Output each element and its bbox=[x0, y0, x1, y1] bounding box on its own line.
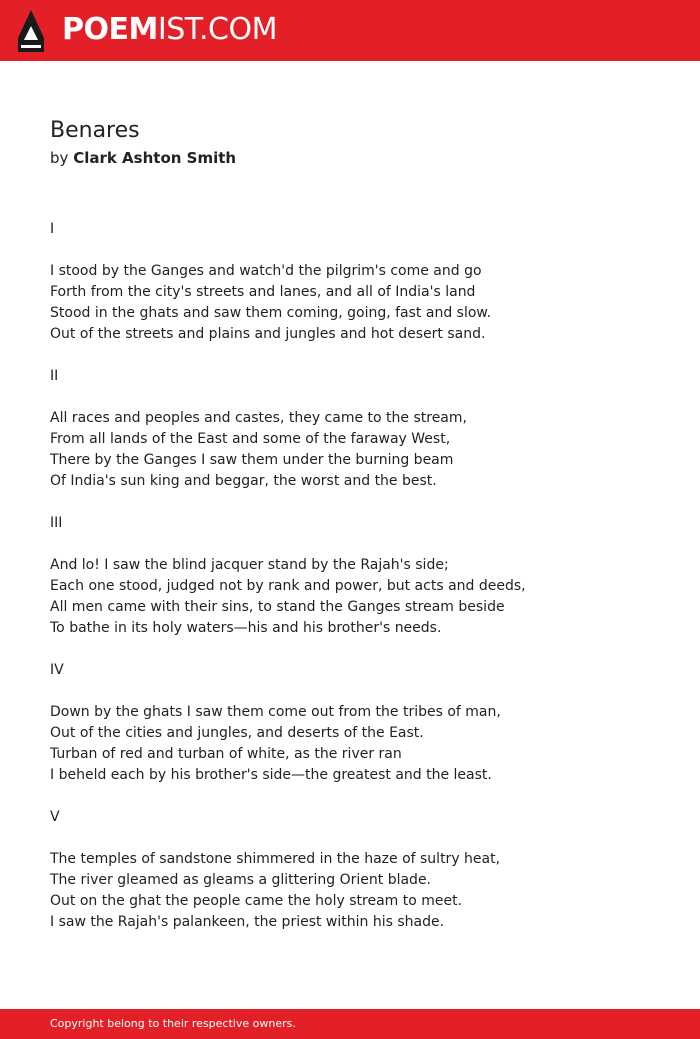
site-header bbox=[0, 0, 700, 61]
poem-line: All races and peoples and castes, they came to the stream, bbox=[50, 410, 467, 426]
poem-line: From all lands of the East and some of the faraway West, bbox=[50, 431, 451, 447]
poem-line: Of India's sun king and beggar, the worst and the best. bbox=[50, 473, 437, 489]
poem-line: Stood in the ghats and saw them coming, going, fast and slow. bbox=[50, 305, 492, 321]
site-footer bbox=[0, 1009, 700, 1039]
copyright-text: Copyright belong to their respective owners. bbox=[50, 1017, 296, 1030]
poem-line: And lo! I saw the blind jacquer stand by the Rajah's side; bbox=[50, 557, 449, 573]
poem-line: Out of the streets and plains and jungles and hot desert sand. bbox=[50, 326, 486, 342]
poem-line: Forth from the city's streets and lanes, and all of India's land bbox=[50, 284, 476, 300]
poem-line: Turban of red and turban of white, as the river ran bbox=[50, 746, 402, 762]
poem-line: The river gleamed as gleams a glittering Orient blade. bbox=[50, 872, 432, 888]
by-label: by bbox=[50, 149, 69, 167]
poem-line: I beheld each by his brother's side—the greatest and the least. bbox=[50, 767, 492, 783]
pencil-tip-icon[interactable] bbox=[18, 10, 44, 52]
poem-title: Benares bbox=[50, 118, 140, 143]
logo-bold-text: POEM bbox=[62, 12, 158, 47]
poem-line: I saw the Rajah's palankeen, the priest within his shade. bbox=[50, 914, 445, 930]
poem-line: Out of the cities and jungles, and deserts of the East. bbox=[50, 725, 424, 741]
poem-line: I stood by the Ganges and watch'd the pilgrim's come and go bbox=[50, 263, 482, 279]
stanza-number: I bbox=[50, 221, 55, 237]
stanza bbox=[50, 408, 650, 492]
stanza bbox=[50, 849, 650, 933]
logo-light-text: IST.COM bbox=[157, 12, 277, 47]
poem-line: All men came with their sins, to stand the Ganges stream beside bbox=[50, 599, 505, 615]
stanza bbox=[50, 555, 650, 639]
poem-line: Down by the ghats I saw them come out from the tribes of man, bbox=[50, 704, 501, 720]
site-logo[interactable] bbox=[62, 10, 277, 50]
stanza bbox=[50, 261, 650, 345]
stanza-number: V bbox=[50, 809, 60, 825]
poem-author: Clark Ashton Smith bbox=[73, 149, 237, 167]
poem-heading bbox=[50, 115, 650, 169]
poem-byline bbox=[50, 147, 650, 169]
poem-line: The temples of sandstone shimmered in the haze of sultry heat, bbox=[50, 851, 501, 867]
stanza bbox=[50, 702, 650, 786]
poem-body bbox=[50, 219, 650, 954]
stanza-number: III bbox=[50, 515, 63, 531]
poem-line: Out on the ghat the people came the holy stream to meet. bbox=[50, 893, 463, 909]
stanza-number: IV bbox=[50, 662, 64, 678]
poem-line: Each one stood, judged not by rank and power, but acts and deeds, bbox=[50, 578, 526, 594]
poem-line: There by the Ganges I saw them under the burning beam bbox=[50, 452, 454, 468]
poem-line: To bathe in its holy waters—his and his brother's needs. bbox=[50, 620, 442, 636]
stanza-number: II bbox=[50, 368, 59, 384]
